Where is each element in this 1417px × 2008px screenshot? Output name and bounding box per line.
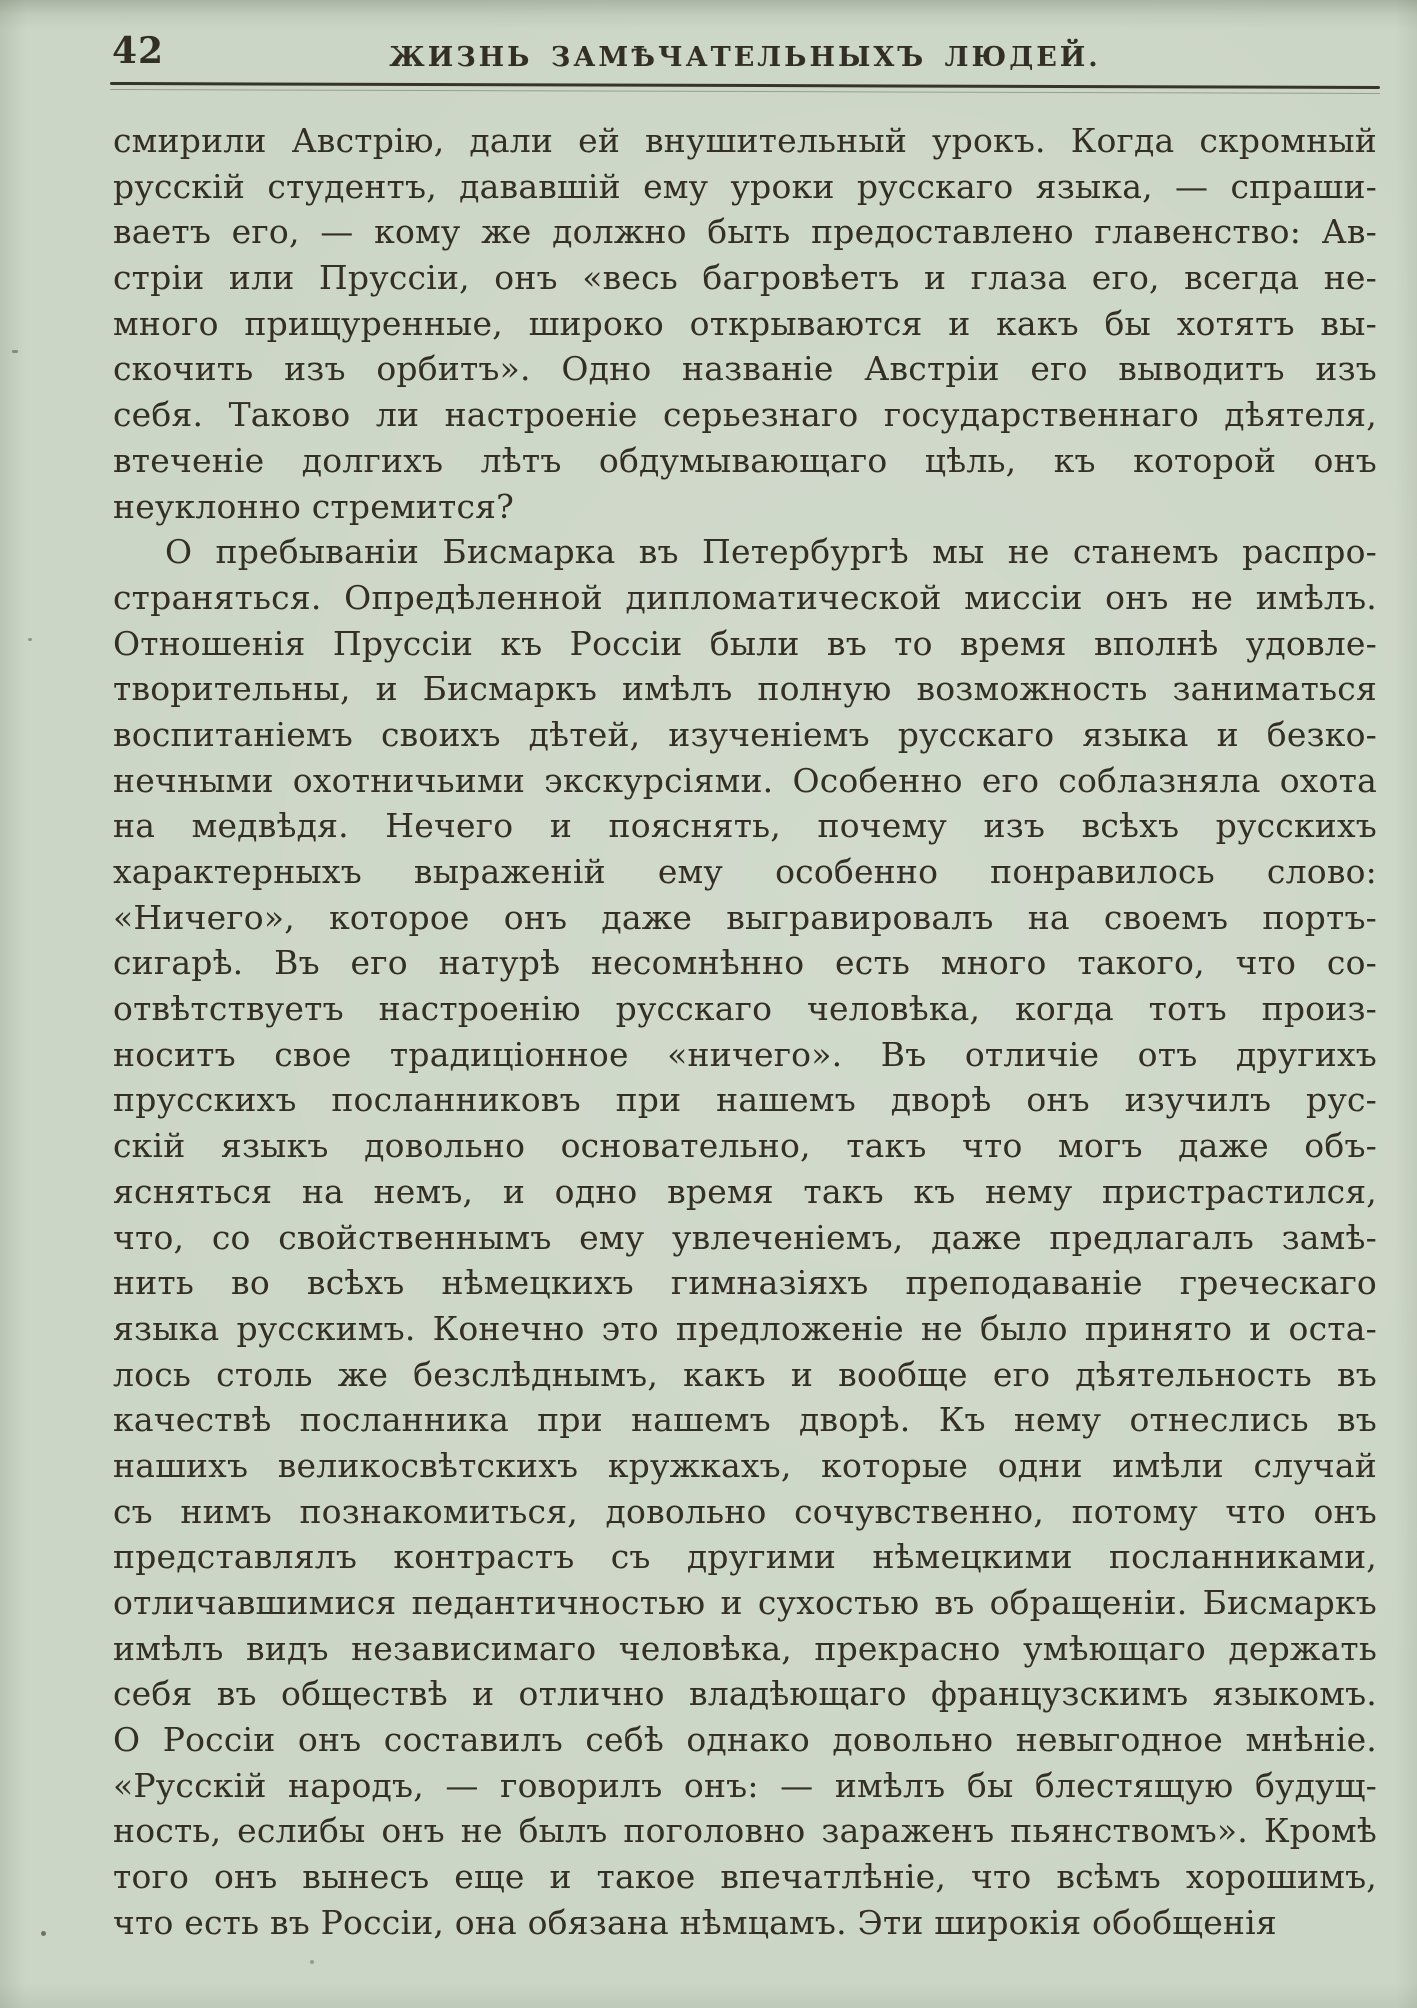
text-line: на медвѣдя. Нечего и пояснять, почему изъ всѣхъ русскихъ [113, 806, 1377, 846]
text-line: воспитаніемъ своихъ дѣтей, изученіемъ русскаго языка и безко- [113, 714, 1377, 754]
text-line: «Ничего», которое онъ даже выгравировалъ на своемъ портъ- [113, 897, 1377, 937]
text-line: скочить изъ орбитъ». Одно названіе Австріи его выводитъ изъ [113, 349, 1377, 389]
text-line: О Россіи онъ составилъ себѣ однако довольно невыгодное мнѣніе. [113, 1720, 1377, 1760]
text-line: что, со свойственнымъ ему увлеченіемъ, даже предлагалъ замѣ- [113, 1217, 1377, 1257]
paper-speck [12, 350, 18, 353]
text-line: много прищуренные, широко открываются и какъ бы хотятъ вы- [113, 303, 1377, 343]
running-title: ЖИЗНЬ ЗАМѢЧАТЕЛЬНЫХЪ ЛЮДЕЙ. [389, 42, 1101, 73]
text-line: страняться. Опредѣленной дипломатической миссіи онъ не имѣлъ. [113, 577, 1377, 617]
text-block [113, 118, 1377, 1946]
text-line: прусскихъ посланниковъ при нашемъ дворѣ онъ изучилъ рус- [113, 1080, 1377, 1120]
paper-speck [41, 1931, 46, 1936]
text-line: характерныхъ выраженій ему особенно понравилось слово: [113, 852, 1377, 891]
text-line: нить во всѣхъ нѣмецкихъ гимназіяхъ преподаваніе греческаго [113, 1263, 1377, 1303]
text-line: качествѣ посланника при нашемъ дворѣ. Къ нему отнеслись въ [113, 1400, 1377, 1440]
text-line: неуклонно стремится? [113, 486, 515, 526]
text-line: нашихъ великосвѣтскихъ кружкахъ, которые одни имѣли случай [113, 1445, 1377, 1485]
text-line: имѣлъ видъ независимаго человѣка, прекрасно умѣющаго держать [113, 1628, 1377, 1668]
page-number: 42 [112, 30, 165, 72]
text-line: носитъ свое традиціонное «ничего». Въ отличіе отъ другихъ [113, 1034, 1377, 1074]
text-line: ясняться на немъ, и одно время такъ къ нему пристрастился, [113, 1171, 1377, 1211]
header-rule [110, 82, 1380, 89]
text-line: нечными охотничьими экскурсіями. Особенно его соблазняла охота [113, 760, 1377, 800]
text-line: творительны, и Бисмаркъ имѣлъ полную возможность заниматься [113, 669, 1377, 709]
text-line: стріи или Пруссіи, онъ «весь багровѣетъ и глаза его, всегда не- [113, 258, 1377, 298]
text-line: смирили Австрію, дали ей внушительный урокъ. Когда скромный [113, 121, 1377, 160]
text-line: съ нимъ познакомиться, довольно сочувственно, потому что онъ [113, 1491, 1377, 1531]
text-line: втеченіе долгихъ лѣтъ обдумывающаго цѣль, къ которой онъ [113, 440, 1377, 480]
text-line: «Русскій народъ, — говорилъ онъ: — имѣлъ бы блестящую будущ- [113, 1765, 1377, 1805]
text-line: себя. Таково ли настроеніе серьезнаго государственнаго дѣятеля, [113, 395, 1377, 435]
text-line: ность, еслибы онъ не былъ поголовно зараженъ пьянствомъ». Кромѣ [113, 1811, 1377, 1851]
text-line: сигарѣ. Въ его натурѣ несомнѣнно есть много такого, что со- [113, 943, 1377, 983]
text-line: ваетъ его, — кому же должно быть предоставлено главенство: Ав- [113, 212, 1377, 252]
text-line: лось столь же безслѣднымъ, какъ и вообще его дѣятельность въ [113, 1354, 1377, 1394]
text-line: отвѣтствуетъ настроенію русскаго человѣка, когда тотъ произ- [113, 989, 1377, 1029]
text-line: представлялъ контрастъ съ другими нѣмецкими посланниками, [113, 1537, 1377, 1577]
text-line: русскій студентъ, дававшій ему уроки русскаго языка, — спраши- [113, 166, 1377, 206]
paper-speck [310, 1960, 314, 1964]
text-line: скій языкъ довольно основательно, такъ что могъ даже объ- [113, 1126, 1377, 1166]
text-line: того онъ вынесъ еще и такое впечатлѣніе, что всѣмъ хорошимъ, [113, 1857, 1377, 1897]
text-line: себя въ обществѣ и отлично владѣющаго французскимъ языкомъ. [113, 1674, 1377, 1714]
text-line: Отношенія Пруссіи къ Россіи были въ то время вполнѣ удовле- [113, 623, 1377, 663]
text-line: языка русскимъ. Конечно это предложеніе не было принято и оста- [113, 1308, 1377, 1348]
text-line: О пребываніи Бисмарка въ Петербургѣ мы не станемъ распро- [165, 532, 1377, 572]
header-rule-shadow [110, 89, 1380, 94]
text-line: отличавшимися педантичностью и сухостью въ обращеніи. Бисмаркъ [113, 1583, 1377, 1622]
paper-speck [28, 638, 32, 641]
text-line: что есть въ Россіи, она обязана нѣмцамъ. Эти широкія обобщенія [113, 1902, 1277, 1942]
